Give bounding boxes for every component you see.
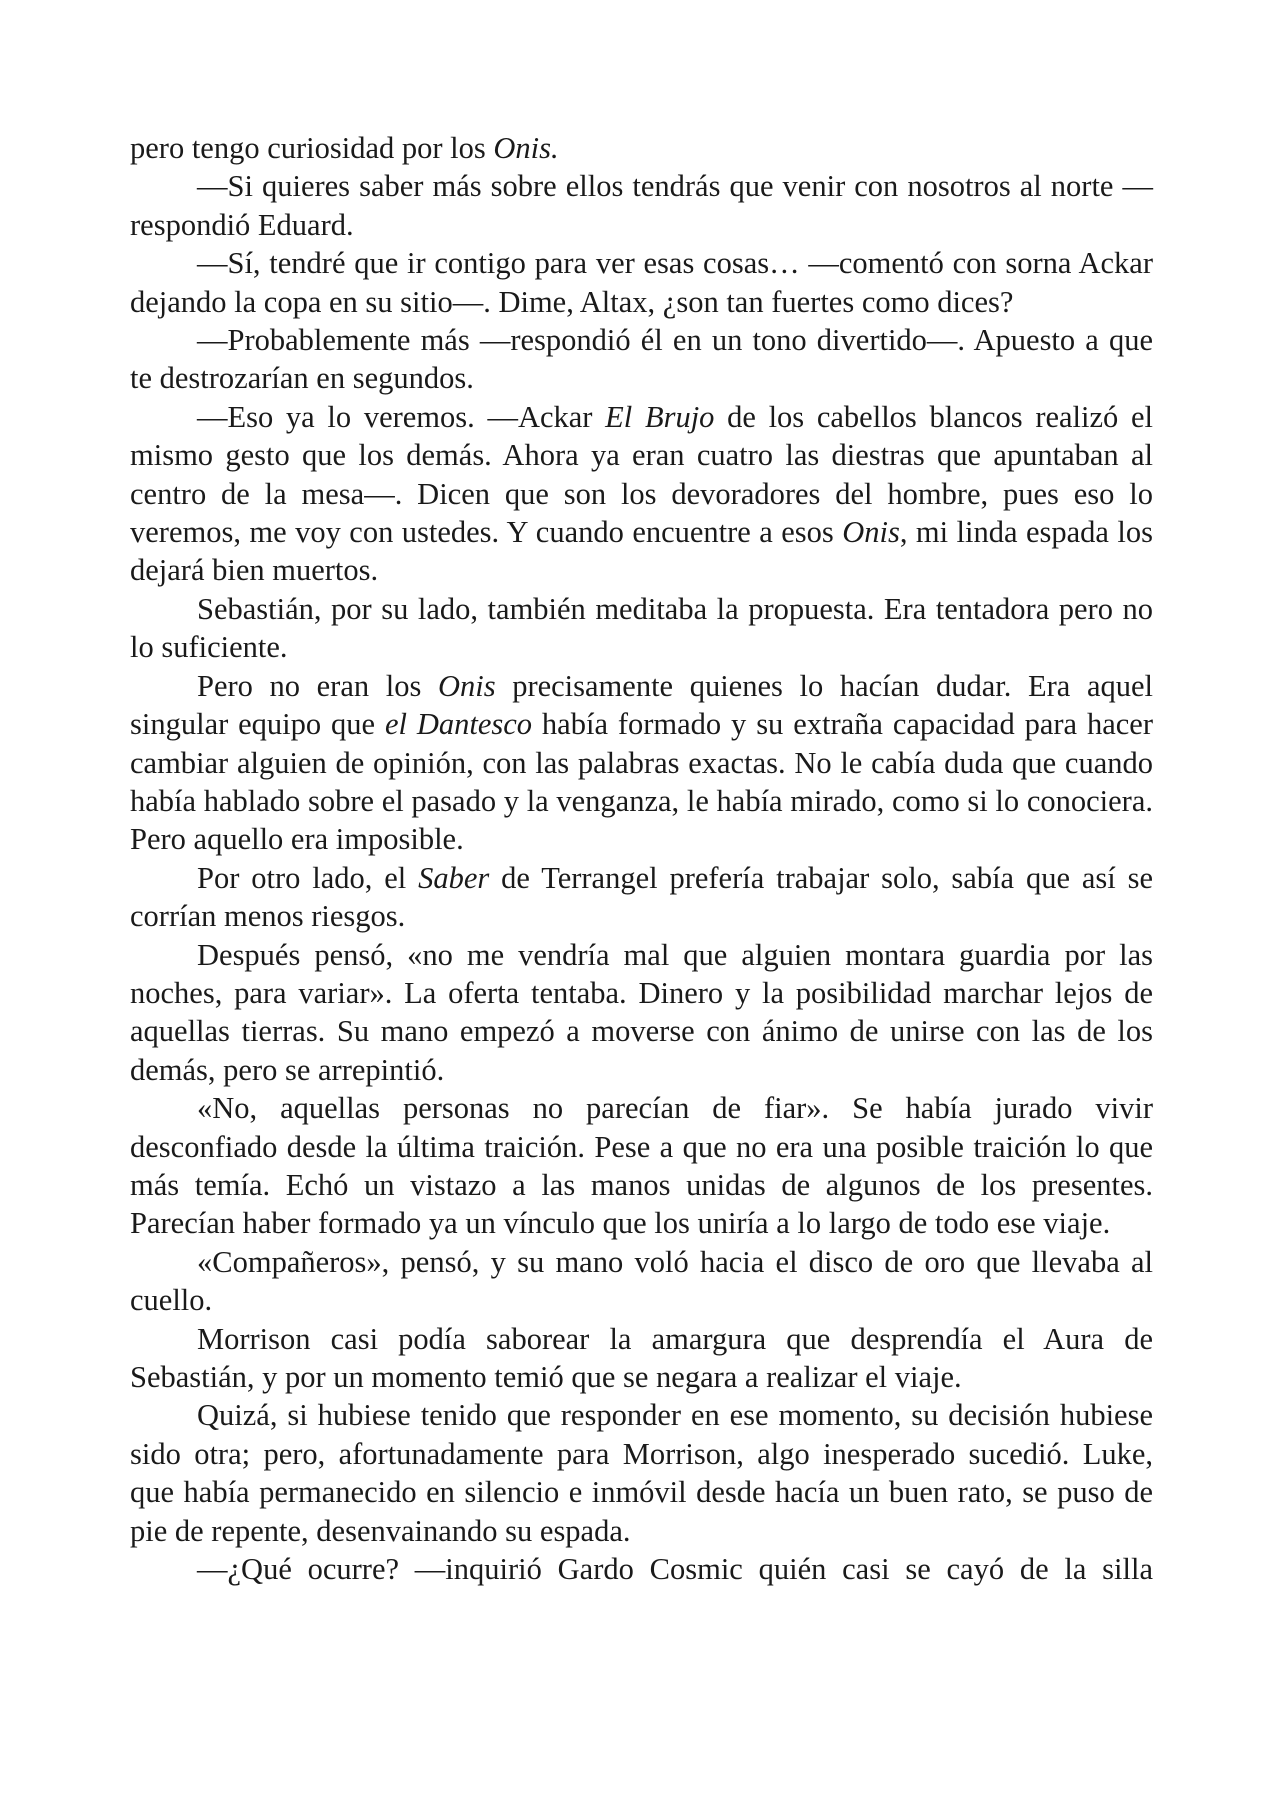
text-run: Quizá, si hubiese tenido que responder en ese momento, su decisión hubiese sido otra; pero, afortunadamente para Morrison, algo inesperado sucedió. Luke, que había permanecido en silencio e inmóvil desde hacía un buen rato, se puso de pie de repente, desenvainando su espada. [130,1398,1153,1548]
text-run: , mi linda espada los dejará bien muertos. [130,515,1153,588]
text-run: de los cabellos blancos realizó el mismo gesto que los demás. Ahora ya eran cuatro las diestras que apuntaban al centro de la mesa—. Dicen que son los devoradores del hombre, pues eso lo veremos, me voy con ustedes. Y cuando encuentre a esos [130,399,1153,550]
text-run: Pero no eran los [197,668,438,703]
text-run: de Terrangel prefería trabajar solo, sabía que así se corrían menos riesgos. [130,860,1153,934]
paragraph [130,667,1153,859]
paragraph [130,590,1153,667]
text-run: pero tengo curiosidad por los [130,131,494,165]
text-run: Sebastián, por su lado, también meditaba la propuesta. Era tentadora pero no lo suficiente. [130,591,1153,665]
paragraph [130,398,1153,590]
paragraph [130,167,1153,244]
italic-text: Saber [418,860,490,895]
paragraph [130,244,1153,321]
text-run: —Probablemente más —respondió él en un tono divertido—. Apuesto a que te destrozarían en segundos. [130,323,1153,396]
paragraph [130,859,1153,936]
paragraph [130,129,1153,167]
italic-text: Onis [842,515,900,550]
text-run: —Sí, tendré que ir contigo para ver esas cosas… —comentó con sorna Ackar dejando la copa en su sitio—. Dime, Altax, ¿son tan fuertes como dices? [130,246,1153,319]
italic-text: Onis. [493,131,559,165]
paragraph [130,1243,1153,1320]
paragraph [130,1550,1153,1588]
italic-text: El Brujo [605,399,715,434]
paragraph [130,321,1153,398]
text-run: Después pensó, «no me vendría mal que alguien montara guardia por las noches, para variar». La oferta tentaba. Dinero y la posibilidad marchar lejos de aquellas tierras. Su mano empezó a moverse con ánimo de unirse con las de los demás, pero se arrepintió. [130,937,1153,1087]
italic-text: Onis [437,668,496,703]
text-run: precisamente quienes lo hacían dudar. Era aquel singular equipo que [130,668,1154,742]
paragraph [130,1089,1153,1243]
text-run: «Compañeros», pensó, y su mano voló hacia el disco de oro que llevaba al cuello. [130,1244,1153,1318]
italic-text: el Dantesco [384,707,533,742]
paragraph [130,1396,1153,1550]
text-run: —¿Qué ocurre? —inquirió Gardo Cosmic quién casi se cayó de la silla [197,1552,1153,1587]
body-text [130,129,1153,1588]
paragraph [130,1320,1153,1397]
text-run: había formado y su extraña capacidad para hacer cambiar alguien de opinión, con las palabras exactas. No le cabía duda que cuando había hablado sobre el pasado y la venganza, le había mirado, como si lo conociera. Pero aquello era imposible. [130,707,1153,857]
text-run: «No, aquellas personas no parecían de fiar». Se había jurado vivir desconfiado desde la última traición. Pese a que no era una posible traición lo que más temía. Echó un vistazo a las manos unidas de algunos de los presentes. Parecían haber formado ya un vínculo que los uniría a lo largo de todo ese viaje. [130,1091,1153,1241]
text-run: Por otro lado, el [197,860,419,895]
text-run: —Si quieres saber más sobre ellos tendrás que venir con nosotros al norte —respondió Eduard. [130,169,1153,242]
text-run: —Eso ya lo veremos. —Ackar [197,399,606,434]
paragraph [130,936,1153,1090]
text-run: Morrison casi podía saborear la amargura que desprendía el Aura de Sebastián, y por un momento temió que se negara a realizar el viaje. [130,1321,1153,1394]
